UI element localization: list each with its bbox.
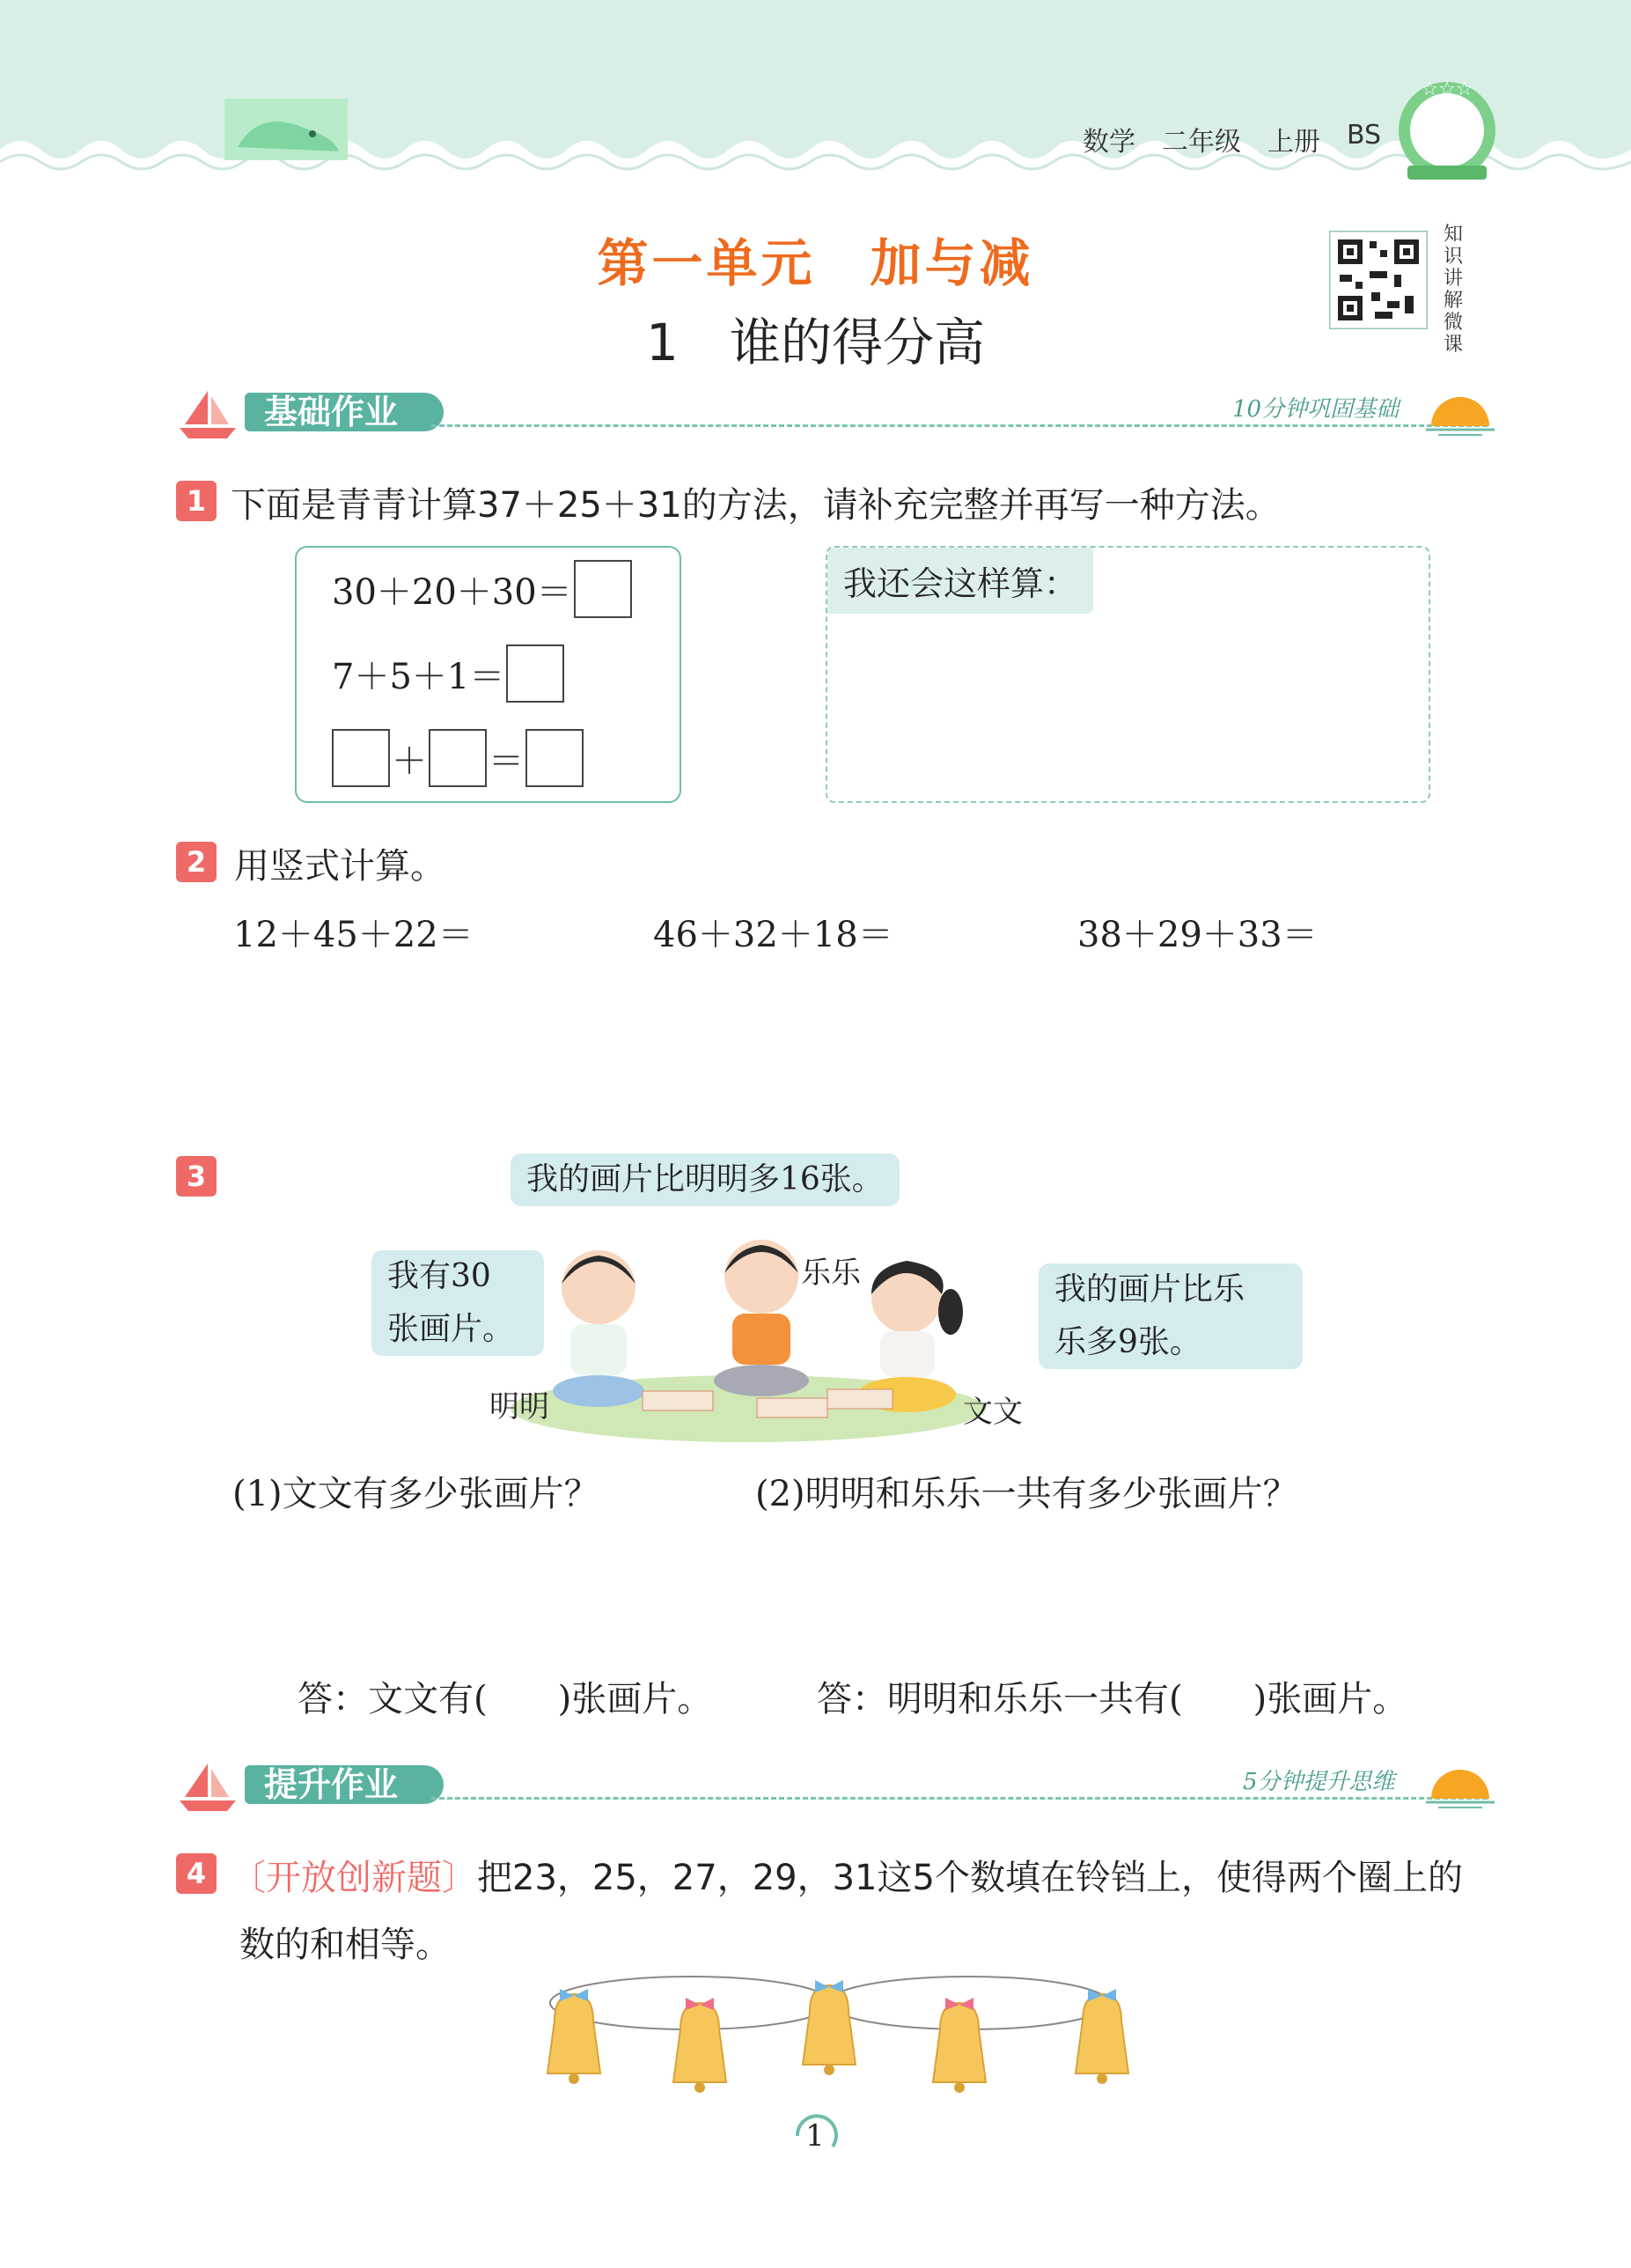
question-text: 下面是青青计算37＋25＋31的方法，请补充完整并再写一种方法。 (231, 485, 1281, 526)
section-basic-label: 基础作业 (245, 393, 444, 431)
method-box (295, 546, 681, 803)
qr-label (1440, 224, 1466, 356)
bells-illustration (519, 1959, 1153, 2104)
svg-text:☆☆☆: ☆☆☆ (1421, 78, 1473, 100)
bubble-line: 我的画片比乐 (1054, 1271, 1245, 1307)
equation-line-1 (332, 560, 634, 618)
name-wenwen: 文文 (963, 1395, 1023, 1430)
bell-icon[interactable] (673, 1998, 726, 2093)
bell-icon[interactable] (803, 1980, 856, 2075)
unit-title: 第一单元 加与减 (597, 233, 1034, 293)
equation-line-2 (332, 644, 566, 703)
qr-label-char: 解 (1443, 290, 1463, 312)
question-text: 用竖式计算。 (234, 846, 445, 887)
answer-box[interactable] (574, 560, 632, 618)
question-number: 4 (176, 1853, 217, 1894)
whale-icon (224, 99, 348, 160)
calc-item: 12＋45＋22＝ (233, 915, 474, 955)
volume-label: 上册 (1267, 127, 1320, 158)
calc-item: 38＋29＋33＝ (1077, 915, 1318, 955)
question-text-line-1: 把23，25，27，29，31这5个数填在铃铛上，使得两个圈上的 (477, 1858, 1463, 1898)
alternative-method-label: 我还会这样算： (827, 548, 1093, 614)
star-badge-icon (1395, 70, 1499, 185)
answer-line-1[interactable]: 答：文文有( )张画片。 (298, 1679, 713, 1719)
answer-box[interactable] (429, 729, 487, 787)
alternative-method-box[interactable] (826, 546, 1430, 803)
bubble-line: 张画片。 (387, 1311, 515, 1347)
sub-question-2: (2)明明和乐乐一共有多少张画片？ (755, 1474, 1298, 1514)
speech-bubble-lele: 我的画片比明明多16张。 (511, 1153, 900, 1206)
sub-question-1: (1)文文有多少张画片？ (232, 1474, 599, 1514)
sailboat-icon (176, 387, 239, 440)
answer-box[interactable] (332, 729, 390, 787)
subject-label: 数学 (1083, 127, 1135, 158)
section-advanced-header (176, 1760, 1496, 1813)
page-number: 1 (805, 2118, 825, 2154)
qr-label-char: 微 (1443, 312, 1463, 334)
plus-sign: ＋ (392, 740, 427, 782)
lesson-title: 1 谁的得分高 (646, 313, 985, 372)
question-text-line-2: 数的和相等。 (239, 1925, 451, 1965)
name-mingming: 明明 (489, 1389, 549, 1425)
equation-line-3 (330, 729, 585, 787)
children-illustration (493, 1233, 986, 1444)
answer-box[interactable] (525, 729, 584, 787)
sunset-icon (1426, 1764, 1495, 1809)
section-divider (431, 1797, 1488, 1800)
question-number: 2 (176, 842, 217, 882)
sailboat-icon (176, 1760, 239, 1813)
sunset-icon (1426, 391, 1495, 437)
equation-text: 30＋20＋30＝ (332, 571, 572, 613)
qr-label-char: 识 (1443, 246, 1463, 268)
equals-sign: ＝ (489, 740, 524, 782)
speech-bubble-wenwen (1039, 1263, 1303, 1369)
bell-icon[interactable] (1076, 1989, 1128, 2084)
qr-label-char: 讲 (1443, 268, 1463, 290)
edition-label: BS (1347, 120, 1382, 151)
equation-text: 7＋5＋1＝ (332, 656, 505, 697)
grade-label: 二年级 (1162, 127, 1241, 158)
section-advanced-label: 提升作业 (245, 1765, 444, 1804)
section-basic-header (176, 387, 1496, 440)
section-divider (431, 424, 1488, 427)
bell-icon[interactable] (547, 1989, 600, 2084)
question-text (231, 1850, 1463, 1900)
qr-code-icon[interactable] (1329, 231, 1428, 329)
question-number: 3 (176, 1156, 217, 1197)
section-basic-note: 10分钟巩固基础 (1232, 396, 1400, 423)
bubble-line: 乐多9张。 (1054, 1324, 1201, 1360)
qr-label-char: 知 (1443, 224, 1463, 246)
question-number: 1 (176, 481, 217, 521)
bubble-line: 我有30 (387, 1258, 491, 1294)
answer-box[interactable] (506, 644, 564, 703)
name-lele: 乐乐 (801, 1256, 861, 1291)
qr-label-char: 课 (1443, 334, 1463, 356)
bell-icon[interactable] (933, 1998, 986, 2093)
answer-line-2[interactable]: 答：明明和乐乐一共有( )张画片。 (817, 1679, 1408, 1719)
question-tag: 〔开放创新题〕 (231, 1858, 477, 1898)
calc-item: 46＋32＋18＝ (653, 915, 893, 955)
section-advanced-note: 5分钟提升思维 (1243, 1769, 1395, 1795)
